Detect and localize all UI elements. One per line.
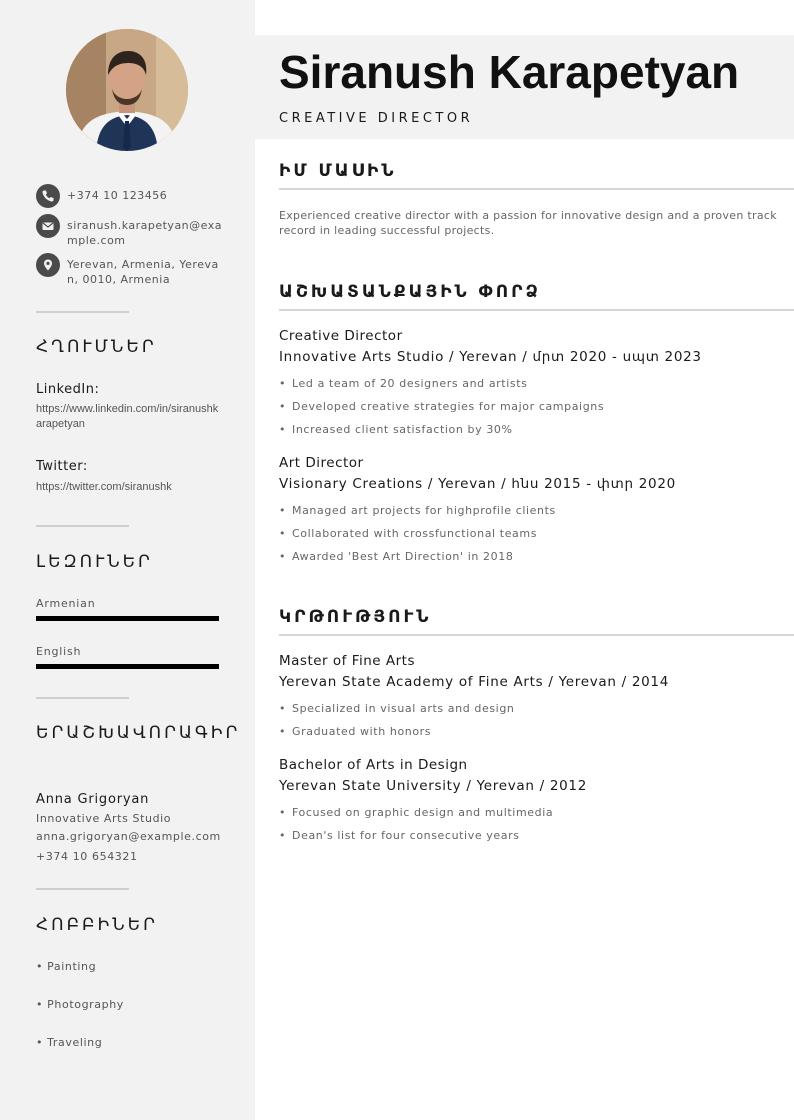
language-name-armenian: Armenian — [36, 597, 96, 610]
linkedin-link[interactable]: https://www.linkedin.com/in/siranushkarapetyan — [36, 403, 219, 430]
profile-photo — [66, 29, 188, 151]
education-bullet: • Graduated with honors — [279, 725, 431, 738]
address-text: Yerevan, Armenia, Yerevan, 0010, Armenia — [67, 258, 219, 286]
sidebar — [0, 0, 255, 1120]
person-name: Siranush Karapetyan — [279, 46, 740, 98]
job-title-entry: Creative Director — [279, 328, 403, 344]
main-content — [255, 0, 794, 1120]
hobby-item: • Traveling — [36, 1036, 103, 1049]
about-heading: ԻՄ ՄԱՍԻՆ — [279, 161, 397, 181]
degree-title: Master of Fine Arts — [279, 653, 415, 669]
section-rule — [279, 188, 794, 190]
hobby-item: • Photography — [36, 998, 124, 1011]
mail-icon — [36, 214, 60, 238]
links-heading: ՀՂՈՒՄՆԵՐ — [36, 337, 157, 357]
reference-name: Anna Grigoryan — [36, 792, 150, 807]
twitter-link[interactable]: https://twitter.com/siranushk — [36, 481, 172, 493]
education-bullet: • Specialized in visual arts and design — [279, 702, 514, 715]
reference-company: Innovative Arts Studio — [36, 812, 172, 825]
section-divider — [36, 311, 129, 313]
contact-address — [36, 253, 226, 287]
job-bullet: • Managed art projects for highprofile clients — [279, 504, 556, 517]
experience-heading: ԱՇԽԱՏԱՆՔԱՅԻՆ ՓՈՐՁ — [279, 282, 541, 302]
twitter-label: Twitter: — [36, 459, 88, 474]
about-text: Experienced creative director with a passion for innovative design and a proven track record in leading successful projects. — [279, 209, 777, 237]
degree-school: Yerevan State University / Yerevan / 2012 — [279, 778, 588, 794]
profile-photo-image — [66, 29, 188, 151]
job-bullet: • Increased client satisfaction by 30% — [279, 423, 513, 436]
phone-icon — [36, 184, 60, 208]
phone-text: +374 10 123456 — [67, 189, 168, 202]
section-divider — [36, 525, 129, 527]
email-text[interactable]: siranush.karapetyan@example.com — [67, 219, 222, 247]
section-divider — [36, 888, 129, 890]
job-bullet: • Led a team of 20 designers and artists — [279, 377, 527, 390]
hobbies-heading: ՀՈԲԲԻՆԵՐ — [36, 915, 158, 935]
job-company-entry: Visionary Creations / Yerevan / հնս 2015 - փտր 2020 — [279, 476, 676, 492]
degree-title: Bachelor of Arts in Design — [279, 757, 468, 773]
section-divider — [36, 697, 129, 699]
job-bullet: • Collaborated with crossfunctional teams — [279, 527, 537, 540]
section-rule — [279, 309, 794, 311]
language-level-bar-armenian — [36, 616, 219, 621]
section-rule — [279, 634, 794, 636]
degree-school: Yerevan State Academy of Fine Arts / Yerevan / 2014 — [279, 674, 670, 690]
job-title-entry: Art Director — [279, 455, 364, 471]
languages-heading: ԼԵԶՈՒՆԵՐ — [36, 552, 153, 572]
language-level-fill — [36, 664, 219, 669]
job-title: CREATIVE DIRECTOR — [279, 111, 474, 126]
education-heading: ԿՐԹՈՒԹՅՈՒՆ — [279, 607, 432, 627]
education-bullet: • Focused on graphic design and multimedia — [279, 806, 553, 819]
reference-phone: +374 10 654321 — [36, 850, 138, 863]
reference-heading: ԵՐԱՇԽԱՎՈՐԱԳԻՐ — [36, 723, 241, 743]
job-bullet: • Developed creative strategies for major campaigns — [279, 400, 604, 413]
language-name-english: English — [36, 645, 82, 658]
hobby-item: • Painting — [36, 960, 97, 973]
job-bullet: • Awarded 'Best Art Direction' in 2018 — [279, 550, 513, 563]
reference-email[interactable]: anna.grigoryan@example.com — [36, 830, 221, 843]
linkedin-label: LinkedIn: — [36, 382, 100, 397]
job-company-entry: Innovative Arts Studio / Yerevan / մրտ 2020 - սպտ 2023 — [279, 349, 702, 365]
language-level-fill — [36, 616, 219, 621]
education-bullet: • Dean's list for four consecutive years — [279, 829, 520, 842]
contact-email — [36, 214, 226, 248]
contact-phone — [36, 184, 226, 208]
location-pin-icon — [36, 253, 60, 277]
language-level-bar-english — [36, 664, 219, 669]
